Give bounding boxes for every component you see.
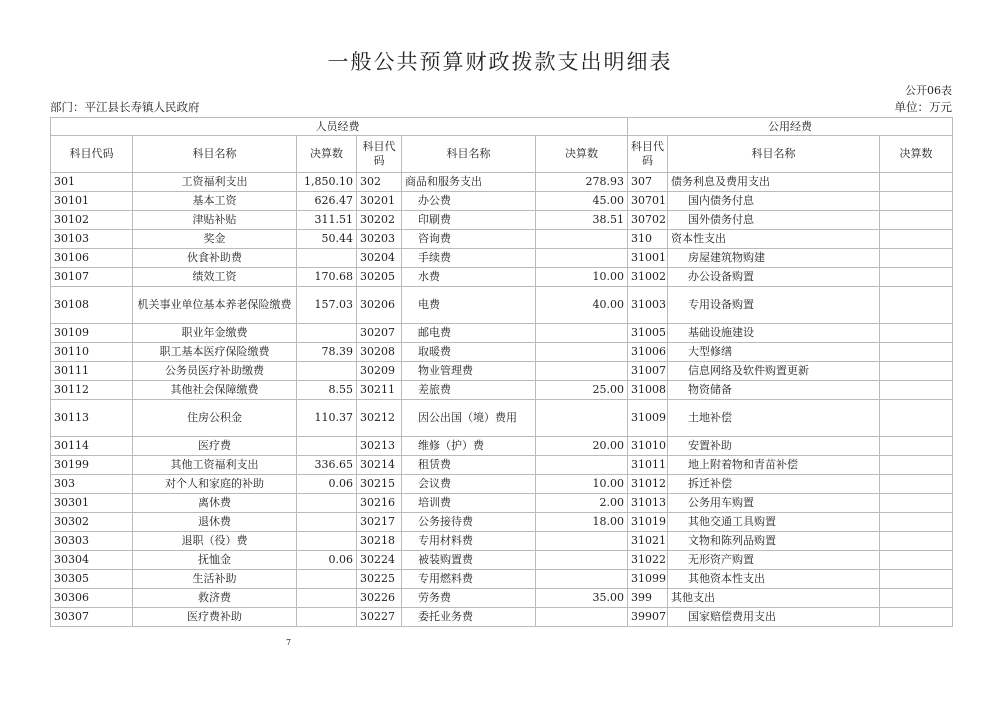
- amount-cell: [297, 589, 357, 608]
- code-cell: 31007: [628, 362, 668, 381]
- code-cell: 399: [628, 589, 668, 608]
- name-cell: 因公出国（境）费用: [402, 400, 536, 437]
- name-cell: 物资储备: [668, 381, 880, 400]
- code-cell: 30218: [357, 532, 402, 551]
- col-header-name: 科目名称: [133, 136, 297, 173]
- col-header-amount: 决算数: [297, 136, 357, 173]
- amount-cell: [536, 456, 628, 475]
- name-cell: 生活补助: [133, 570, 297, 589]
- code-cell: 30217: [357, 513, 402, 532]
- code-cell: 30213: [357, 437, 402, 456]
- amount-cell: [880, 456, 953, 475]
- col-header-name: 科目名称: [402, 136, 536, 173]
- code-cell: 30202: [357, 211, 402, 230]
- amount-cell: [880, 192, 953, 211]
- code-cell: 303: [51, 475, 133, 494]
- name-cell: 维修（护）费: [402, 437, 536, 456]
- amount-cell: [880, 589, 953, 608]
- code-cell: 30214: [357, 456, 402, 475]
- code-cell: 30106: [51, 249, 133, 268]
- code-cell: 30303: [51, 532, 133, 551]
- name-cell: 委托业务费: [402, 608, 536, 627]
- amount-cell: 336.65: [297, 456, 357, 475]
- name-cell: 绩效工资: [133, 268, 297, 287]
- amount-cell: [297, 362, 357, 381]
- code-cell: 30201: [357, 192, 402, 211]
- amount-cell: 10.00: [536, 475, 628, 494]
- code-cell: 30114: [51, 437, 133, 456]
- department-label: 部门：平江县长寿镇人民政府: [50, 100, 200, 114]
- name-cell: 住房公积金: [133, 400, 297, 437]
- amount-cell: [536, 532, 628, 551]
- name-cell: 手续费: [402, 249, 536, 268]
- name-cell: 水费: [402, 268, 536, 287]
- name-cell: 其他支出: [668, 589, 880, 608]
- amount-cell: [297, 513, 357, 532]
- amount-cell: [297, 570, 357, 589]
- table-row: [51, 589, 953, 608]
- name-cell: 其他社会保障缴费: [133, 381, 297, 400]
- code-cell: 307: [628, 173, 668, 192]
- name-cell: 会议费: [402, 475, 536, 494]
- amount-cell: [297, 608, 357, 627]
- code-cell: 31001: [628, 249, 668, 268]
- code-cell: 30307: [51, 608, 133, 627]
- code-cell: 30110: [51, 343, 133, 362]
- name-cell: 对个人和家庭的补助: [133, 475, 297, 494]
- code-cell: 30208: [357, 343, 402, 362]
- amount-cell: [297, 532, 357, 551]
- amount-cell: 2.00: [536, 494, 628, 513]
- code-cell: 30207: [357, 324, 402, 343]
- code-cell: 30112: [51, 381, 133, 400]
- code-cell: 30109: [51, 324, 133, 343]
- name-cell: 津贴补贴: [133, 211, 297, 230]
- code-cell: 30227: [357, 608, 402, 627]
- name-cell: 信息网络及软件购置更新: [668, 362, 880, 381]
- code-cell: 30302: [51, 513, 133, 532]
- name-cell: 离休费: [133, 494, 297, 513]
- col-header-code: 科目代码: [628, 136, 668, 173]
- amount-cell: [880, 211, 953, 230]
- amount-cell: 18.00: [536, 513, 628, 532]
- name-cell: 奖金: [133, 230, 297, 249]
- col-header-code: 科目代码: [51, 136, 133, 173]
- amount-cell: [880, 230, 953, 249]
- amount-cell: 626.47: [297, 192, 357, 211]
- amount-cell: 20.00: [536, 437, 628, 456]
- code-cell: 30306: [51, 589, 133, 608]
- code-cell: 310: [628, 230, 668, 249]
- code-cell: 30111: [51, 362, 133, 381]
- code-cell: 30206: [357, 287, 402, 324]
- table-row: [51, 324, 953, 343]
- table-row: [51, 570, 953, 589]
- unit-label: 单位：万元: [894, 100, 952, 114]
- amount-cell: 1,850.10: [297, 173, 357, 192]
- code-cell: 30215: [357, 475, 402, 494]
- name-cell: 房屋建筑物购建: [668, 249, 880, 268]
- name-cell: 无形资产购置: [668, 551, 880, 570]
- col-header-amount: 决算数: [880, 136, 953, 173]
- code-cell: 30107: [51, 268, 133, 287]
- code-cell: 30216: [357, 494, 402, 513]
- table-row: [51, 287, 953, 324]
- code-cell: 30301: [51, 494, 133, 513]
- name-cell: 办公设备购置: [668, 268, 880, 287]
- amount-cell: [536, 362, 628, 381]
- amount-cell: [297, 437, 357, 456]
- table-row: [51, 362, 953, 381]
- amount-cell: [536, 400, 628, 437]
- name-cell: 医疗费补助: [133, 608, 297, 627]
- code-cell: 30199: [51, 456, 133, 475]
- name-cell: 咨询费: [402, 230, 536, 249]
- name-cell: 医疗费: [133, 437, 297, 456]
- code-cell: 31005: [628, 324, 668, 343]
- code-cell: 30204: [357, 249, 402, 268]
- name-cell: 专用材料费: [402, 532, 536, 551]
- amount-cell: [880, 343, 953, 362]
- name-cell: 专用燃料费: [402, 570, 536, 589]
- code-cell: 31021: [628, 532, 668, 551]
- amount-cell: 157.03: [297, 287, 357, 324]
- code-cell: 31010: [628, 437, 668, 456]
- amount-cell: [880, 475, 953, 494]
- name-cell: 租赁费: [402, 456, 536, 475]
- amount-cell: [880, 381, 953, 400]
- code-cell: 31013: [628, 494, 668, 513]
- name-cell: 物业管理费: [402, 362, 536, 381]
- name-cell: 办公费: [402, 192, 536, 211]
- name-cell: 安置补助: [668, 437, 880, 456]
- name-cell: 差旅费: [402, 381, 536, 400]
- name-cell: 国家赔偿费用支出: [668, 608, 880, 627]
- name-cell: 印刷费: [402, 211, 536, 230]
- name-cell: 国内债务付息: [668, 192, 880, 211]
- table-row: [51, 173, 953, 192]
- page-number: 7: [286, 638, 292, 647]
- table-row: [51, 532, 953, 551]
- code-cell: 31008: [628, 381, 668, 400]
- amount-cell: [880, 324, 953, 343]
- code-cell: 31009: [628, 400, 668, 437]
- code-cell: 30226: [357, 589, 402, 608]
- personnel-section-header: 人员经费: [51, 118, 628, 136]
- code-cell: 30211: [357, 381, 402, 400]
- code-cell: 31019: [628, 513, 668, 532]
- amount-cell: [880, 437, 953, 456]
- amount-cell: 10.00: [536, 268, 628, 287]
- name-cell: 大型修缮: [668, 343, 880, 362]
- amount-cell: [536, 324, 628, 343]
- table-row: [51, 551, 953, 570]
- table-row: [51, 608, 953, 627]
- name-cell: 公务用车购置: [668, 494, 880, 513]
- table-row: [51, 437, 953, 456]
- amount-cell: 78.39: [297, 343, 357, 362]
- amount-cell: [536, 570, 628, 589]
- name-cell: 其他工资福利支出: [133, 456, 297, 475]
- table-row: [51, 230, 953, 249]
- amount-cell: 170.68: [297, 268, 357, 287]
- name-cell: 文物和陈列品购置: [668, 532, 880, 551]
- amount-cell: 311.51: [297, 211, 357, 230]
- name-cell: 国外债务付息: [668, 211, 880, 230]
- code-cell: 31006: [628, 343, 668, 362]
- name-cell: 邮电费: [402, 324, 536, 343]
- amount-cell: [880, 173, 953, 192]
- column-header-row: [51, 136, 953, 173]
- code-cell: 39907: [628, 608, 668, 627]
- name-cell: 拆迁补偿: [668, 475, 880, 494]
- form-number: 公开06表: [905, 84, 952, 97]
- amount-cell: [880, 494, 953, 513]
- name-cell: 基本工资: [133, 192, 297, 211]
- amount-cell: [536, 230, 628, 249]
- amount-cell: [880, 362, 953, 381]
- amount-cell: [297, 494, 357, 513]
- name-cell: 电费: [402, 287, 536, 324]
- name-cell: 劳务费: [402, 589, 536, 608]
- name-cell: 地上附着物和青苗补偿: [668, 456, 880, 475]
- amount-cell: 40.00: [536, 287, 628, 324]
- name-cell: 抚恤金: [133, 551, 297, 570]
- amount-cell: 8.55: [297, 381, 357, 400]
- amount-cell: [880, 551, 953, 570]
- name-cell: 退休费: [133, 513, 297, 532]
- code-cell: 31011: [628, 456, 668, 475]
- name-cell: 公务接待费: [402, 513, 536, 532]
- name-cell: 其他资本性支出: [668, 570, 880, 589]
- name-cell: 取暖费: [402, 343, 536, 362]
- amount-cell: [880, 513, 953, 532]
- code-cell: 30101: [51, 192, 133, 211]
- code-cell: 30701: [628, 192, 668, 211]
- table-row: [51, 343, 953, 362]
- name-cell: 救济费: [133, 589, 297, 608]
- code-cell: 30212: [357, 400, 402, 437]
- amount-cell: 110.37: [297, 400, 357, 437]
- amount-cell: [880, 608, 953, 627]
- name-cell: 机关事业单位基本养老保险缴费: [133, 287, 297, 324]
- code-cell: 301: [51, 173, 133, 192]
- name-cell: 被装购置费: [402, 551, 536, 570]
- code-cell: 30205: [357, 268, 402, 287]
- name-cell: 商品和服务支出: [402, 173, 536, 192]
- amount-cell: 278.93: [536, 173, 628, 192]
- amount-cell: 50.44: [297, 230, 357, 249]
- name-cell: 专用设备购置: [668, 287, 880, 324]
- amount-cell: [297, 249, 357, 268]
- name-cell: 公务员医疗补助缴费: [133, 362, 297, 381]
- amount-cell: [880, 249, 953, 268]
- amount-cell: 25.00: [536, 381, 628, 400]
- name-cell: 土地补偿: [668, 400, 880, 437]
- code-cell: 31003: [628, 287, 668, 324]
- name-cell: 资本性支出: [668, 230, 880, 249]
- table-row: [51, 513, 953, 532]
- name-cell: 职工基本医疗保险缴费: [133, 343, 297, 362]
- col-header-amount: 决算数: [536, 136, 628, 173]
- code-cell: 30225: [357, 570, 402, 589]
- name-cell: 债务利息及费用支出: [668, 173, 880, 192]
- amount-cell: [880, 570, 953, 589]
- amount-cell: 45.00: [536, 192, 628, 211]
- section-header-row: [51, 118, 953, 136]
- code-cell: 30103: [51, 230, 133, 249]
- col-header-name: 科目名称: [668, 136, 880, 173]
- table-row: [51, 494, 953, 513]
- code-cell: 30304: [51, 551, 133, 570]
- table-row: [51, 456, 953, 475]
- table-row: [51, 381, 953, 400]
- amount-cell: [536, 551, 628, 570]
- amount-cell: 0.06: [297, 475, 357, 494]
- expenditure-table: [50, 117, 953, 627]
- amount-cell: [536, 608, 628, 627]
- code-cell: 30702: [628, 211, 668, 230]
- name-cell: 伙食补助费: [133, 249, 297, 268]
- code-cell: 31099: [628, 570, 668, 589]
- amount-cell: 38.51: [536, 211, 628, 230]
- name-cell: 职业年金缴费: [133, 324, 297, 343]
- amount-cell: [880, 287, 953, 324]
- name-cell: 培训费: [402, 494, 536, 513]
- table-row: [51, 192, 953, 211]
- amount-cell: [880, 532, 953, 551]
- code-cell: 31012: [628, 475, 668, 494]
- public-section-header: 公用经费: [628, 118, 953, 136]
- amount-cell: 35.00: [536, 589, 628, 608]
- code-cell: 30102: [51, 211, 133, 230]
- name-cell: 退职（役）费: [133, 532, 297, 551]
- code-cell: 302: [357, 173, 402, 192]
- page-title: 一般公共预算财政拨款支出明细表: [327, 50, 673, 74]
- amount-cell: [880, 268, 953, 287]
- code-cell: 31002: [628, 268, 668, 287]
- name-cell: 基础设施建设: [668, 324, 880, 343]
- code-cell: 30108: [51, 287, 133, 324]
- table-row: [51, 268, 953, 287]
- code-cell: 30209: [357, 362, 402, 381]
- code-cell: 30305: [51, 570, 133, 589]
- code-cell: 30203: [357, 230, 402, 249]
- code-cell: 31022: [628, 551, 668, 570]
- table-row: [51, 211, 953, 230]
- name-cell: 工资福利支出: [133, 173, 297, 192]
- col-header-code: 科目代码: [357, 136, 402, 173]
- code-cell: 30113: [51, 400, 133, 437]
- amount-cell: [536, 343, 628, 362]
- amount-cell: [880, 400, 953, 437]
- table-row: [51, 475, 953, 494]
- amount-cell: 0.06: [297, 551, 357, 570]
- table-row: [51, 249, 953, 268]
- amount-cell: [536, 249, 628, 268]
- table-row: [51, 400, 953, 437]
- amount-cell: [297, 324, 357, 343]
- code-cell: 30224: [357, 551, 402, 570]
- name-cell: 其他交通工具购置: [668, 513, 880, 532]
